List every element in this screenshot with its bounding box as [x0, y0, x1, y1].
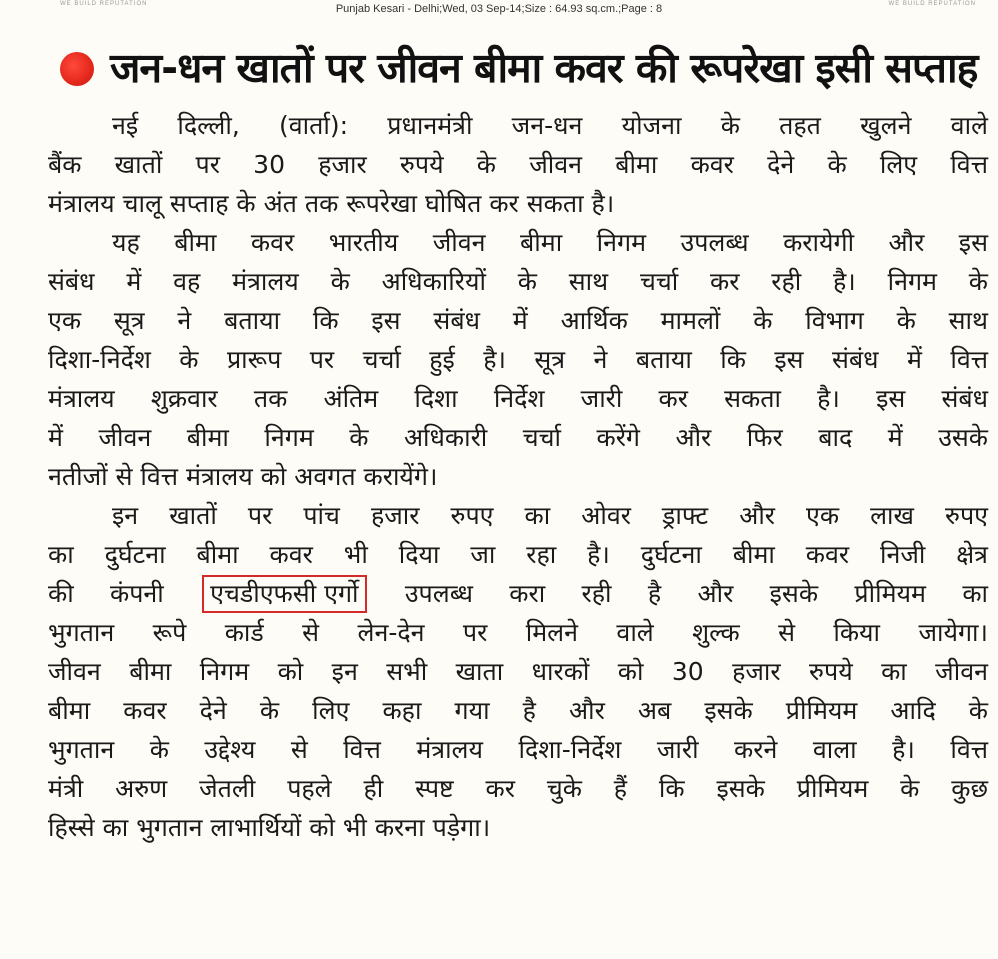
text-line: यह बीमा कवर भारतीय जीवन बीमा निगम उपलब्ध करायेगी और इस [112, 228, 988, 257]
text-line: दिशा-निर्देश के प्रारूप पर चर्चा हुई है। सूत्र ने बताया कि इस संबंध में वित्त [48, 345, 988, 374]
red-bullet-icon [60, 52, 94, 86]
text-line: बीमा कवर देने के लिए कहा गया है और अब इसके प्रीमियम आदि के [48, 696, 988, 725]
text-line: में जीवन बीमा निगम के अधिकारी चर्चा करेंगे और फिर बाद में उसके [48, 423, 988, 452]
text-line: एक सूत्र ने बताया कि इस संबंध में आर्थिक मामलों के विभाग के साथ [48, 306, 988, 335]
text-line: मंत्रालय चालू सप्ताह के अंत तक रूपरेखा घोषित कर सकता है। [48, 189, 615, 218]
paragraph-1 [48, 106, 988, 223]
text-line: की कंपनी एचडीएफसी एर्गो उपलब्ध करा रही है और इसके प्रीमियम का [48, 574, 988, 613]
text-line: इन खातों पर पांच हजार रुपए का ओवर ड्राफ्ट और एक लाख रुपए [112, 501, 988, 530]
article-body [48, 106, 988, 847]
text-line: का दुर्घटना बीमा कवर भी दिया जा रहा है। दुर्घटना बीमा कवर निजी क्षेत्र [48, 540, 988, 569]
brand-watermark-right: WE BUILD REPUTATION [888, 1, 976, 7]
text-line: नई दिल्ली, (वार्ता): प्रधानमंत्री जन-धन योजना के तहत खुलने वाले [112, 111, 988, 140]
source-line: Punjab Kesari - Delhi;Wed, 03 Sep-14;Size : 64.93 sq.cm.;Page : 8 [335, 3, 663, 15]
paragraph-2 [48, 223, 988, 496]
text-line: बैंक खातों पर 30 हजार रुपये के जीवन बीमा कवर देने के लिए वित्त [48, 150, 988, 179]
paragraph-3 [48, 496, 988, 847]
headline: जन-धन खातों पर जीवन बीमा कवर की रूपरेखा इसी सप्ताह [110, 44, 978, 92]
text-line: भुगतान के उद्देश्य से वित्त मंत्रालय दिशा-निर्देश जारी करने वाला है। वित्त [48, 735, 988, 764]
text-line: मंत्री अरुण जेतली पहले ही स्पष्ट कर चुके हैं कि इसके प्रीमियम के कुछ [48, 774, 988, 803]
brand-watermark-left: WE BUILD REPUTATION [60, 1, 148, 7]
text-line: भुगतान रूपे कार्ड से लेन-देन पर मिलने वाले शुल्क से किया जायेगा। [48, 618, 988, 647]
text-line: नतीजों से वित्त मंत्रालय को अवगत करायेंगे। [48, 462, 438, 491]
text-line: संबंध में वह मंत्रालय के अधिकारियों के साथ चर्चा कर रही है। निगम के [48, 267, 988, 296]
highlighted-company-name: एचडीएफसी एर्गो [202, 575, 366, 613]
text-line: हिस्से का भुगतान लाभार्थियों को भी करना पड़ेगा। [48, 813, 491, 842]
text-line: मंत्रालय शुक्रवार तक अंतिम दिशा निर्देश जारी कर सकता है। इस संबंध [48, 384, 988, 413]
text-line: जीवन बीमा निगम को इन सभी खाता धारकों को 30 हजार रुपये का जीवन [48, 657, 988, 686]
